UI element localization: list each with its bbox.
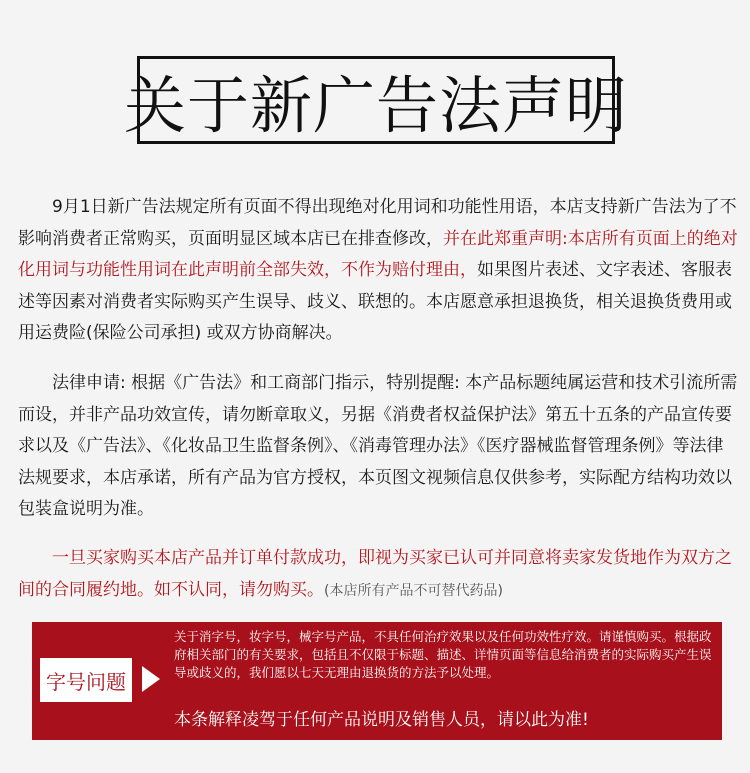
statement-text: 9月1日新广告法规定所有页面不得出现绝对化用词和功能性用语，本店支持新广告法为了不影响消费者正常购买，页面明显区域本店已在排查修改， <box>18 197 737 249</box>
legal-paragraph: 法律申请: 根据《广告法》和工商部门指示，特别提醒: 本产品标题纯属运营和技术引流所需而设，并非产品功效宣传，请勿断章取义，另据《消费者权益保护法》第五十五条的产品宣传要求以及《广告法》、《化妆品卫生监督条例》、《消毒管理办法》《医疗器械监督管理条例》等法律法规要求，本店承诺，所有产品为官方授权，本页图文视频信息仅供参考，实际配方结构功效以包装盒说明为准。 <box>18 373 738 519</box>
notice-emphasis: 本条解释凌驾于任何产品说明及销售人员，请以此为准! <box>174 710 589 730</box>
statement-text-end: 如果图片表述、文字表述、客服表述等因素对消费者实际购买产生误导、歧义、联想的。本店愿意承担退换货，相关退换货费用或用运费险(保险公司承担) 或双方协商解决。 <box>18 260 732 343</box>
statement-paragraph <box>18 192 740 350</box>
arrow-right-icon <box>142 666 160 692</box>
title-box <box>124 56 629 144</box>
notice-text: 关于消字号，妆字号，械字号产品，不具任何治疗效果以及任何功效性疗效。请谨慎购买。根据政府相关部门的有关要求，包括且不仅限于标题、描述、详情页面等信息给消费者的实际购买产生误导或歧义的，我们愿以七天无理由退换货的方法予以处理。 <box>174 629 712 680</box>
notice-tag: 字号问题 <box>40 658 132 702</box>
purchase-agreement-paragraph <box>18 543 740 607</box>
drug-disclaimer: (本店所有产品不可替代药品) <box>324 582 503 599</box>
notice-banner <box>32 622 722 740</box>
agreement-text: 一旦买家购买本店产品并订单付款成功，即视为买家已认可并同意将卖家发货地作为双方之间的合同履约地。如不认同，请勿购买。 <box>18 548 732 600</box>
page-title: 关于新广告法声明 <box>124 68 629 142</box>
statement-highlight: 并在此郑重声明:本店所有页面上的绝对化用词与功能性用词在此声明前全部失效，不作为赔付理由， <box>18 228 738 280</box>
